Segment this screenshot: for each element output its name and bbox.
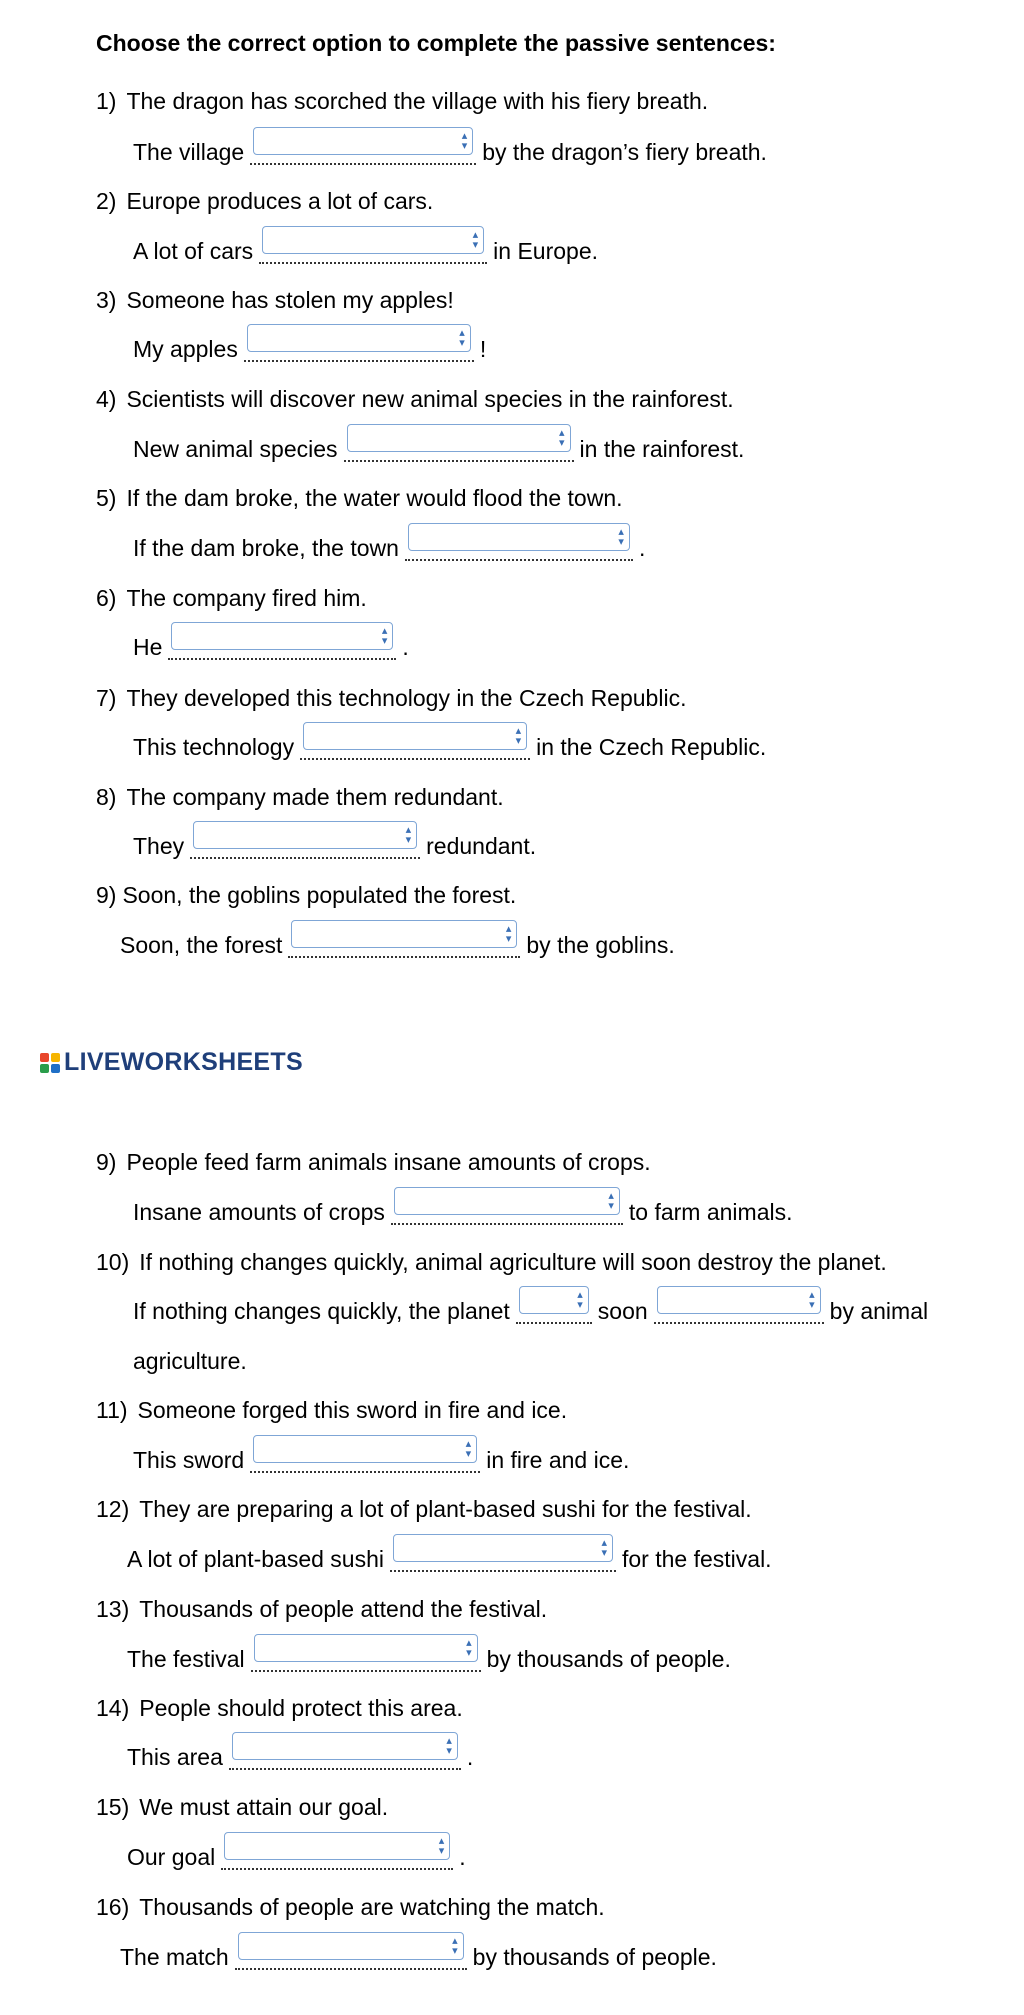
answer-suffix: by thousands of people. xyxy=(486,1646,731,1672)
answer-gap xyxy=(229,1735,461,1772)
updown-arrow-icon: ▴ ▾ xyxy=(381,625,388,647)
answer-prefix: This sword xyxy=(133,1447,245,1473)
question-sentence: Thousands of people are watching the match. xyxy=(139,1894,605,1920)
answer-dropdown-8[interactable] xyxy=(193,821,417,849)
answer-suffix: to farm animals. xyxy=(628,1199,793,1225)
answer-dropdown-9a[interactable] xyxy=(291,920,517,948)
question-sentence: They are preparing a lot of plant-based sushi for the festival. xyxy=(139,1496,752,1522)
updown-arrow-icon: ▴ ▾ xyxy=(608,1190,614,1212)
answer-gap xyxy=(259,229,487,266)
answer-dropdown-15[interactable] xyxy=(224,1832,450,1860)
answer-line-10 xyxy=(133,1289,929,1326)
answer-dropdown-5[interactable] xyxy=(408,523,630,551)
logo-square xyxy=(51,1053,60,1062)
question-sentence: Soon, the goblins populated the forest. xyxy=(122,882,517,908)
answer-gap xyxy=(168,625,396,662)
question-number: 5) xyxy=(96,485,117,511)
answer-gap xyxy=(251,1637,481,1674)
question-sentence: People should protect this area. xyxy=(139,1695,463,1721)
answer-prefix: Soon, the forest xyxy=(120,932,283,958)
answer-gap xyxy=(390,1537,616,1574)
answer-gap xyxy=(300,725,530,762)
question-number: 1) xyxy=(96,88,117,114)
question-sentence: Someone has stolen my apples! xyxy=(126,287,454,313)
answer-line-13 xyxy=(127,1637,731,1674)
answer-gap xyxy=(190,824,420,861)
answer-dropdown-6[interactable] xyxy=(171,622,393,650)
question-number: 3) xyxy=(96,287,117,313)
question-9a xyxy=(96,880,516,910)
question-16 xyxy=(96,1892,605,1922)
answer-line-3 xyxy=(133,327,487,364)
answer-prefix: Our goal xyxy=(127,1844,216,1870)
question-10 xyxy=(96,1247,887,1277)
answer-line-11 xyxy=(133,1438,630,1475)
answer-suffix: . xyxy=(459,1844,466,1870)
answer-prefix: The match xyxy=(120,1944,229,1970)
answer-suffix: for the festival. xyxy=(622,1546,772,1572)
answer-gap xyxy=(250,130,476,167)
page-title: Choose the correct option to complete the passive sentences: xyxy=(96,30,776,56)
question-number: 9) xyxy=(96,882,117,908)
updown-arrow-icon: ▴ ▾ xyxy=(438,1835,445,1857)
answer-gap xyxy=(391,1190,623,1227)
question-sentence: Europe produces a lot of cars. xyxy=(126,188,434,214)
answer-line-7 xyxy=(133,725,767,762)
question-number: 4) xyxy=(96,386,117,412)
updown-arrow-icon: ▴ ▾ xyxy=(601,1537,607,1559)
updown-arrow-icon: ▴ ▾ xyxy=(446,1735,452,1757)
answer-suffix: ! xyxy=(479,336,487,362)
answer-dropdown-10a[interactable] xyxy=(519,1286,589,1314)
answer-suffix: . xyxy=(402,634,409,660)
answer-dropdown-9b[interactable] xyxy=(394,1187,620,1215)
answer-prefix: The village xyxy=(133,139,245,165)
updown-arrow-icon: ▴ ▾ xyxy=(405,824,412,846)
updown-arrow-icon: ▴ ▾ xyxy=(577,1289,583,1311)
answer-suffix: . xyxy=(466,1744,474,1770)
answer-middle: soon xyxy=(597,1298,648,1324)
question-12 xyxy=(96,1494,752,1524)
updown-arrow-icon: ▴ ▾ xyxy=(618,526,624,548)
answer-line-8 xyxy=(133,824,537,861)
answer-prefix: If nothing changes quickly, the planet xyxy=(133,1298,510,1324)
answer-prefix: New animal species xyxy=(133,436,338,462)
answer-line-12 xyxy=(127,1537,772,1574)
answer-suffix: by animal xyxy=(829,1298,929,1324)
answer-dropdown-1[interactable] xyxy=(253,127,473,155)
answer-dropdown-2[interactable] xyxy=(262,226,484,254)
question-sentence: Thousands of people attend the festival. xyxy=(139,1596,548,1622)
question-number: 2) xyxy=(96,188,117,214)
question-11 xyxy=(96,1395,567,1425)
answer-line-5 xyxy=(133,526,646,563)
question-14 xyxy=(96,1693,463,1723)
updown-arrow-icon: ▴ ▾ xyxy=(461,130,468,152)
answer-gap xyxy=(221,1835,453,1872)
answer-line-14 xyxy=(127,1735,474,1772)
question-2 xyxy=(96,186,433,216)
question-8 xyxy=(96,782,504,812)
question-5 xyxy=(96,483,623,513)
question-sentence: If nothing changes quickly, animal agriculture will soon destroy the planet. xyxy=(139,1249,887,1275)
updown-arrow-icon: ▴ ▾ xyxy=(515,725,522,747)
answer-dropdown-16[interactable] xyxy=(238,1932,464,1960)
updown-arrow-icon: ▴ ▾ xyxy=(466,1637,472,1659)
logo-icon xyxy=(40,1053,60,1073)
answer-line-9a xyxy=(120,923,675,960)
logo-text: LIVEWORKSHEETS xyxy=(64,1048,303,1076)
answer-suffix: in Europe. xyxy=(493,238,599,264)
question-number: 6) xyxy=(96,585,117,611)
answer-prefix: Insane amounts of crops xyxy=(133,1199,385,1225)
answer-suffix: . xyxy=(638,535,646,561)
question-number: 12) xyxy=(96,1496,130,1522)
question-1 xyxy=(96,86,708,116)
answer-line-9b xyxy=(133,1190,793,1227)
updown-arrow-icon: ▴ ▾ xyxy=(452,1935,458,1957)
answer-line-16 xyxy=(120,1935,717,1972)
updown-arrow-icon: ▴ ▾ xyxy=(465,1438,472,1460)
answer-gap xyxy=(235,1935,467,1972)
answer-line-4 xyxy=(133,427,745,464)
answer-line-6 xyxy=(133,625,409,662)
answer-gap xyxy=(516,1289,592,1326)
question-number: 15) xyxy=(96,1794,130,1820)
liveworksheets-logo xyxy=(40,1048,303,1077)
question-number: 9) xyxy=(96,1149,117,1175)
question-sentence: They developed this technology in the Czech Republic. xyxy=(126,685,687,711)
question-sentence: The dragon has scorched the village with his fiery breath. xyxy=(126,88,709,114)
question-9b xyxy=(96,1147,651,1177)
answer-prefix: The festival xyxy=(127,1646,245,1672)
answer-continuation: agriculture. xyxy=(133,1348,247,1374)
answer-line-2 xyxy=(133,229,599,266)
answer-prefix: A lot of plant-based sushi xyxy=(127,1546,384,1572)
answer-prefix: My apples xyxy=(133,336,238,362)
logo-square xyxy=(40,1064,49,1073)
answer-prefix: If the dam broke, the town xyxy=(133,535,399,561)
answer-suffix: in the rainforest. xyxy=(579,436,745,462)
answer-gap xyxy=(344,427,574,464)
logo-square xyxy=(40,1053,49,1062)
question-sentence: Scientists will discover new animal species in the rainforest. xyxy=(126,386,734,412)
question-13 xyxy=(96,1594,547,1624)
answer-dropdown-14[interactable] xyxy=(232,1732,458,1760)
answer-continuation-10 xyxy=(133,1346,247,1376)
answer-gap xyxy=(244,327,474,364)
answer-prefix: This technology xyxy=(133,734,295,760)
answer-suffix: redundant. xyxy=(426,833,537,859)
answer-dropdown-3[interactable] xyxy=(247,324,471,352)
question-3 xyxy=(96,285,454,315)
answer-dropdown-13[interactable] xyxy=(254,1634,478,1662)
answer-gap xyxy=(288,923,520,960)
answer-line-15 xyxy=(127,1835,466,1872)
updown-arrow-icon: ▴ ▾ xyxy=(459,327,465,349)
question-number: 11) xyxy=(96,1397,128,1423)
answer-prefix: A lot of cars xyxy=(133,238,254,264)
question-number: 16) xyxy=(96,1894,130,1920)
answer-dropdown-7[interactable] xyxy=(303,722,527,750)
question-number: 7) xyxy=(96,685,117,711)
updown-arrow-icon: ▴ ▾ xyxy=(559,427,565,449)
question-sentence: Someone forged this sword in fire and ice. xyxy=(137,1397,568,1423)
answer-suffix: by the dragon’s fiery breath. xyxy=(482,139,767,165)
question-number: 8) xyxy=(96,784,117,810)
updown-arrow-icon: ▴ ▾ xyxy=(809,1289,815,1311)
question-number: 13) xyxy=(96,1596,130,1622)
question-4 xyxy=(96,384,734,414)
question-number: 10) xyxy=(96,1249,130,1275)
question-sentence: The company made them redundant. xyxy=(126,784,504,810)
updown-arrow-icon: ▴ ▾ xyxy=(472,229,479,251)
logo-square xyxy=(51,1064,60,1073)
answer-dropdown-11[interactable] xyxy=(253,1435,477,1463)
question-sentence: If the dam broke, the water would flood the town. xyxy=(126,485,623,511)
question-sentence: The company fired him. xyxy=(126,585,367,611)
answer-dropdown-12[interactable] xyxy=(393,1534,613,1562)
answer-dropdown-4[interactable] xyxy=(347,424,571,452)
answer-suffix: by the goblins. xyxy=(526,932,675,958)
answer-suffix: in the Czech Republic. xyxy=(536,734,767,760)
answer-dropdown-10b[interactable] xyxy=(657,1286,821,1314)
answer-prefix: They xyxy=(133,833,185,859)
answer-prefix: He xyxy=(133,634,163,660)
answer-line-1 xyxy=(133,130,767,167)
question-sentence: We must attain our goal. xyxy=(139,1794,389,1820)
answer-suffix: by thousands of people. xyxy=(472,1944,717,1970)
answer-gap xyxy=(405,526,633,563)
updown-arrow-icon: ▴ ▾ xyxy=(505,923,512,945)
answer-gap xyxy=(250,1438,480,1475)
answer-gap xyxy=(654,1289,824,1326)
question-6 xyxy=(96,583,367,613)
answer-suffix: in fire and ice. xyxy=(486,1447,630,1473)
answer-prefix: This area xyxy=(127,1744,223,1770)
question-number: 14) xyxy=(96,1695,130,1721)
question-7 xyxy=(96,683,686,713)
question-sentence: People feed farm animals insane amounts of crops. xyxy=(126,1149,651,1175)
question-15 xyxy=(96,1792,388,1822)
